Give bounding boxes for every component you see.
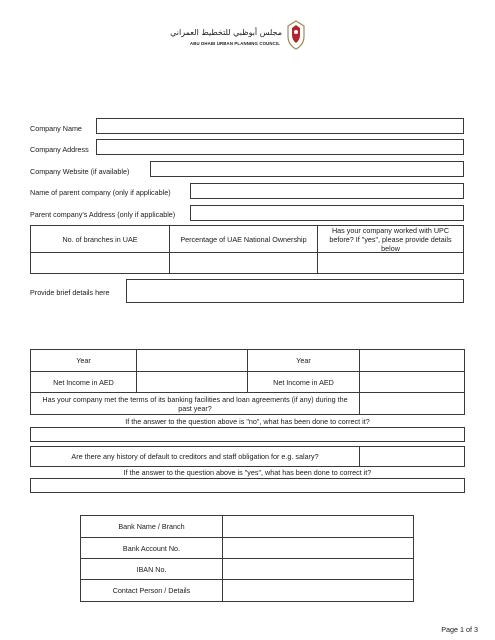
banking-question	[30, 392, 360, 415]
year-input-2[interactable]	[359, 349, 465, 372]
parent-company-address-field[interactable]	[190, 205, 464, 221]
contact-person-label	[80, 579, 223, 602]
company-address-field[interactable]	[96, 139, 464, 155]
year-input-1[interactable]	[136, 349, 248, 372]
year-label-1-text: Year	[76, 356, 91, 365]
parent-company-name-label: Name of parent company (only if applicable)	[30, 188, 171, 197]
banking-question-text: Has your company met the terms of its banking facilities and loan agreements (if any) during the past year?	[42, 394, 348, 413]
banking-followup-field[interactable]	[30, 427, 465, 442]
company-name-label: Company Name	[30, 124, 82, 133]
worked-with-upc-input[interactable]	[317, 252, 464, 274]
contact-person-label-text: Contact Person / Details	[112, 586, 191, 595]
company-website-field[interactable]	[150, 161, 464, 177]
ownership-header-text: Percentage of UAE National Ownership	[180, 234, 307, 244]
parent-company-address-label: Parent company's Address (only if applicable)	[30, 210, 176, 219]
parent-company-name-field[interactable]	[190, 183, 464, 199]
bank-name-label	[80, 515, 223, 538]
default-followup-label: If the answer to the question above is "yes", what has been done to correct it?	[123, 468, 372, 477]
iban-label	[80, 558, 223, 580]
branches-header-text: No. of branches in UAE	[62, 234, 138, 244]
worked-with-upc-header-text: Has your company worked with UPC before? If "yes", please provide details below	[329, 225, 452, 253]
year-label-2-text: Year	[296, 356, 311, 365]
bank-account-input[interactable]	[222, 537, 414, 559]
iban-label-text: IBAN No.	[136, 564, 167, 574]
net-income-label-2	[247, 371, 360, 393]
bank-account-label-text: Bank Account No.	[122, 543, 181, 553]
company-name-field[interactable]	[96, 118, 464, 134]
branches-input[interactable]	[30, 252, 170, 274]
brief-details-field[interactable]	[126, 279, 464, 303]
bank-name-input[interactable]	[222, 515, 414, 538]
default-answer-input[interactable]	[359, 446, 465, 467]
year-label-1	[30, 349, 137, 372]
contact-person-input[interactable]	[222, 579, 414, 602]
org-name-english: ABU DHABI URBAN PLANNING COUNCIL	[190, 41, 281, 46]
year-label-2	[247, 349, 360, 372]
net-income-input-1[interactable]	[136, 371, 248, 393]
page-number: Page 1 of 3	[441, 625, 478, 634]
ownership-header	[169, 225, 318, 253]
bank-name-label-text: Bank Name / Branch	[118, 522, 185, 531]
default-question	[30, 446, 360, 467]
brief-details-label: Provide brief details here	[30, 288, 110, 297]
org-name-arabic: مجلس أبوظبي للتخطيط العمراني	[170, 28, 282, 37]
emblem-icon	[285, 20, 307, 50]
default-question-text: Are there any history of default to creditors and staff obligation for e.g. salary?	[71, 452, 319, 461]
net-income-input-2[interactable]	[359, 371, 465, 393]
worked-with-upc-header	[317, 225, 464, 253]
ownership-input[interactable]	[169, 252, 318, 274]
company-address-label: Company Address	[30, 145, 89, 154]
bank-account-label	[80, 537, 223, 559]
upc-logo	[170, 20, 315, 54]
branches-header	[30, 225, 170, 253]
iban-input[interactable]	[222, 558, 414, 580]
banking-answer-input[interactable]	[359, 392, 465, 415]
net-income-label-1	[30, 371, 137, 393]
company-website-label: Company Website (if available)	[30, 167, 130, 176]
banking-followup-label: If the answer to the question above is "no", what has been done to correct it?	[125, 417, 370, 426]
net-income-label-1-text: Net Income in AED	[53, 377, 114, 387]
default-followup-field[interactable]	[30, 478, 465, 493]
net-income-label-2-text: Net Income in AED	[273, 377, 334, 387]
